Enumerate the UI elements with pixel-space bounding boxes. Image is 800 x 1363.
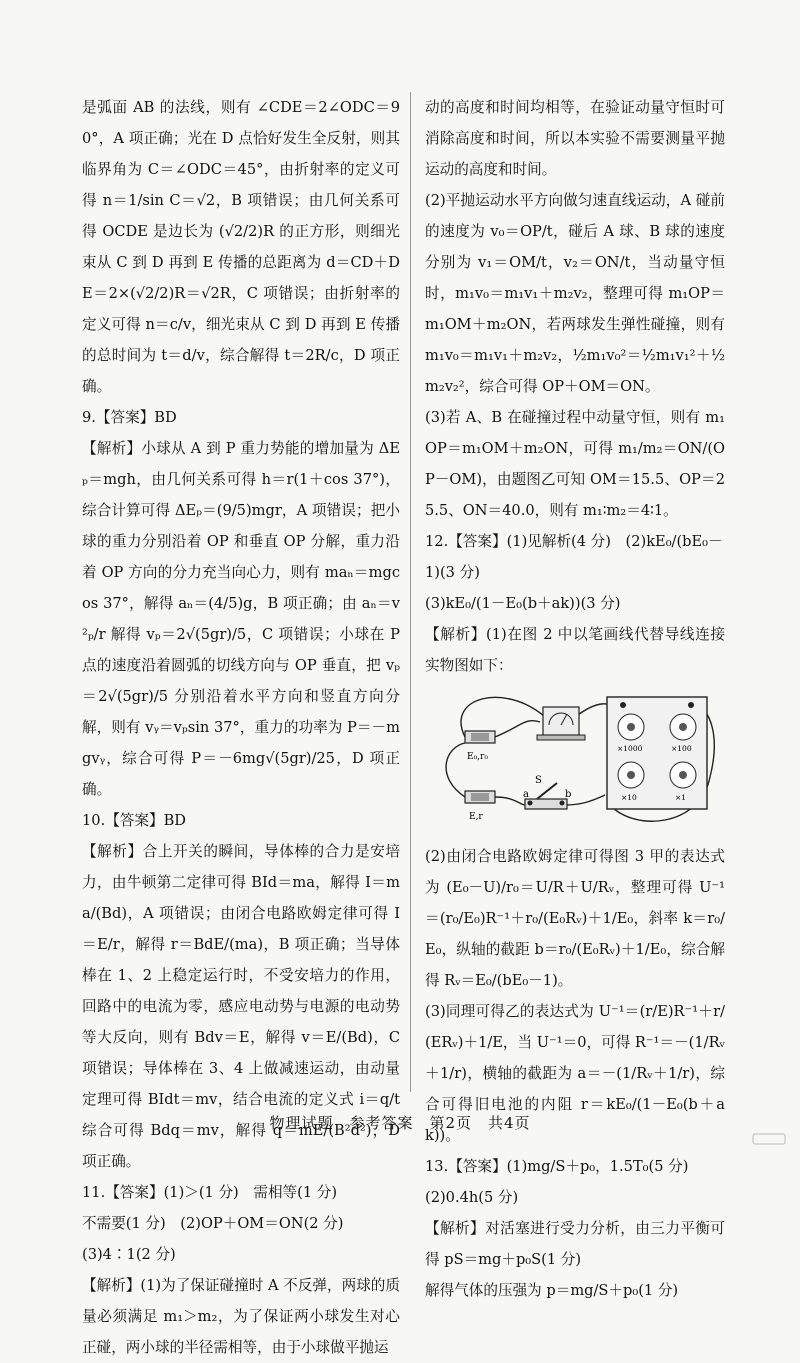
label-dial-10: ×10: [621, 793, 637, 802]
q10-analysis: 【解析】合上开关的瞬间，导体棒的合力是安培力，由牛顿第二定律可得 BId＝ma，解得 I＝ma/(Bd)，A 项错误；由闭合电路欧姆定律可得 I＝E/r，解得 r＝BdE/(ma)，B 项正确；当导体棒在 1、2 上稳定运行时，不受安培力的作用，回路中的电流为零，感应电动势与电源的电动势等大反向，则有 Bdv＝E，解得 v＝E/(Bd)，C 项错误；导体棒在 3、4 上做减速运动，由动量定理可得 BIdt＝mv，结合电流的定义式 i＝q/t 综合可得 Bdq＝mv，解得 q＝mE/(B²d²)，D 项正确。: [82, 843, 400, 1170]
battery-e-icon: [465, 791, 495, 803]
q11-analysis-part3: (3)若 A、B 在碰撞过程中动量守恒，则有 m₁OP＝m₁OM＋m₂ON，可得 m₁/m₂＝ON/(OP－OM)，由题图乙可知 OM＝15.5、OP＝25.5、ON＝40.0，则有 m₁∶m₂＝4∶1。: [425, 409, 725, 519]
label-terminal-b: b: [565, 789, 572, 800]
q12-answer-part3: (3)kE₀/(1－E₀(b＋ak))(3 分): [425, 595, 621, 612]
battery-e0-icon: [465, 731, 495, 743]
q11-answer-line2: 不需要(1 分) (2)OP＋OM＝ON(2 分): [82, 1215, 344, 1232]
label-switch: S: [535, 775, 542, 786]
q12-analysis-part2: (2)由闭合电路欧姆定律可得图 3 甲的表达式为 (E₀－U)/r₀＝U/R＋U/Rᵥ，整理可得 U⁻¹＝(r₀/E₀)R⁻¹＋r₀/(E₀Rᵥ)＋1/E₀，斜率 k＝r₀/E₀，纵轴的截距 b＝r₀/(E₀Rᵥ)＋1/E₀，综合解得 Rᵥ＝E₀/(bE₀－1)。: [425, 848, 725, 989]
page-footer: 物理试题 参考答案 第2页 共4页: [269, 1114, 531, 1132]
q11-answer-line3: (3)4∶1(2 分): [82, 1246, 176, 1263]
q10-answer: 10.【答案】BD: [82, 812, 187, 829]
circuit-diagram: [425, 687, 725, 837]
label-source0: E₀,r₀: [467, 752, 488, 762]
q12-analysis-intro: 【解析】(1)在图 2 中以笔画线代替导线连接实物图如下：: [425, 626, 725, 674]
label-dial-1000: ×1000: [617, 744, 643, 753]
q13-analysis: 【解析】对活塞进行受力分析，由三力平衡可得 pS＝mg＋p₀S(1 分): [425, 1220, 725, 1268]
label-source1: E,r: [469, 812, 483, 822]
q13-analysis-continued: 解得气体的压强为 p＝mg/S＋p₀(1 分): [425, 1282, 679, 1299]
q12-analysis-part3: (3)同理可得乙的表达式为 U⁻¹＝(r/E)R⁻¹＋r/(ERᵥ)＋1/E，当 U⁻¹＝0，可得 R⁻¹＝－(1/Rᵥ＋1/r)，横轴的截距为 a＝－(1/Rᵥ＋1/r)，综合可得旧电池的内阻 r＝kE₀/(1－E₀(b＋ak))。: [425, 1003, 725, 1144]
left-column: [82, 92, 400, 1363]
label-dial-1: ×1: [675, 793, 687, 802]
q11-analysis-part1: 动的高度和时间均相等，在验证动量守恒时可消除高度和时间，所以本实验不需要测量平抛运动的高度和时间。: [425, 99, 725, 178]
label-terminal-a: a: [523, 789, 529, 800]
q8-solution-continued: 是弧面 AB 的法线，则有 ∠CDE＝2∠ODC＝90°，A 项正确；光在 D 点恰好发生全反射，则其临界角为 C＝∠ODC＝45°，由折射率的定义可得 n＝1/sin C＝√2，B 项错误；由几何关系可得 OCDE 是边长为 (√2/2)R 的正方形，则细光束从 C 到 D 再到 E 传播的总距离为 d＝CD＋DE＝2×(√2/2)R＝√2R，C 项错误；由折射率的定义可得 n＝c/v，细光束从 C 到 D 再到 E 传播的总时间为 t＝d/v，综合解得 t＝2R/c，D 项正确。: [82, 99, 400, 395]
q9-answer: 9.【答案】BD: [82, 409, 177, 426]
q11-analysis-part2: (2)平抛运动水平方向做匀速直线运动，A 碰前的速度为 v₀＝OP/t，碰后 A 球、B 球的速度分别为 v₁＝OM/t，v₂＝ON/t，当动量守恒时，m₁v₀＝m₁v₁＋m₂v₂，整理可得 m₁OP＝m₁OM＋m₂ON，若两球发生弹性碰撞，则有 m₁v₀＝m₁v₁＋m₂v₂，½m₁v₀²＝½m₁v₁²＋½m₂v₂²，综合可得 OP＋OM＝ON。: [425, 192, 725, 395]
q12-answer: 12.【答案】(1)见解析(4 分) (2)kE₀/(bE₀－1)(3 分): [425, 533, 723, 581]
column-divider: [410, 92, 411, 1092]
voltmeter-icon: [537, 707, 585, 740]
q9-analysis: 【解析】小球从 A 到 P 重力势能的增加量为 ΔEₚ＝mgh，由几何关系可得 h＝r(1＋cos 37°)，综合计算可得 ΔEₚ＝(9/5)mgr，A 项错误；把小球的重力分别沿着 OP 和垂直 OP 分解，重力沿着 OP 方向的分力充当向心力，则有 maₙ＝mgcos 37°，解得 aₙ＝(4/5)g，B 项正确；由 aₙ＝v²ₚ/r 解得 vₚ＝2√(5gr)/5，C 项错误；小球在 P 点的速度沿着圆弧的切线方向与 OP 垂直，把 vₚ＝2√(5gr)/5 分别沿着水平方向和竖直方向分解，则有 vᵧ＝vₚsin 37°，重力的功率为 P＝－mgvᵧ，综合可得 P＝－6mg√(5gr)/25，D 项正确。: [82, 440, 400, 798]
corner-watermark-icon: [752, 1131, 786, 1147]
switch-icon: [525, 783, 567, 809]
q11-analysis-start: 【解析】(1)为了保证碰撞时 A 不反弹，两球的质量必须满足 m₁＞m₂，为了保证两小球发生对心正碰，两小球的半径需相等，由于小球做平抛运: [82, 1277, 400, 1356]
q11-answer-line1: 11.【答案】(1)＞(1 分) 需相等(1 分): [82, 1184, 338, 1201]
q13-answer: 13.【答案】(1)mg/S＋p₀，1.5T₀(5 分) (2)0.4h(5 分): [425, 1158, 704, 1206]
label-dial-100: ×100: [671, 744, 692, 753]
